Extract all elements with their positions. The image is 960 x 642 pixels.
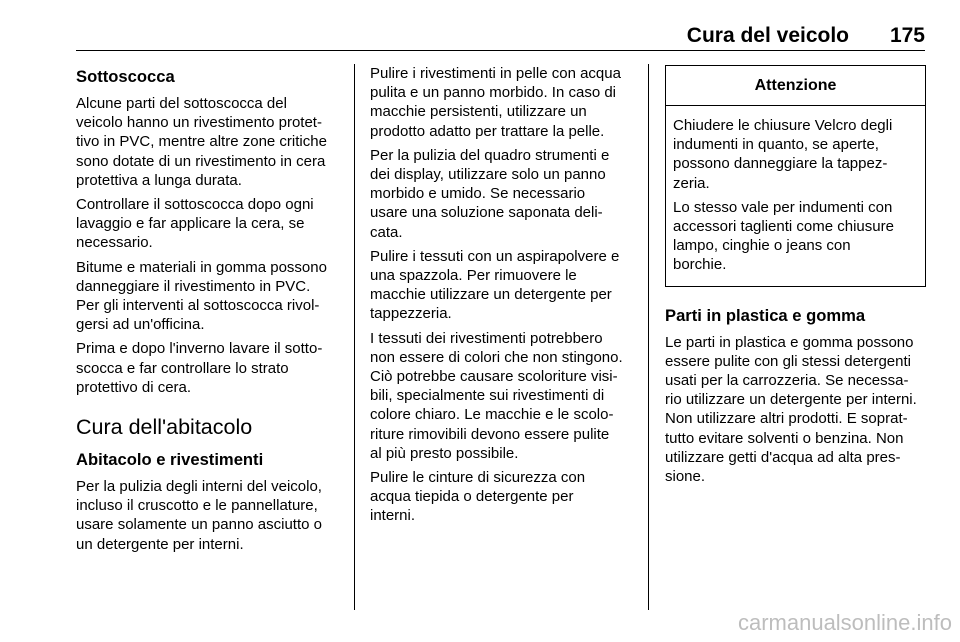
paragraph (665, 333, 927, 487)
paragraph (370, 64, 632, 141)
text-line: lavaggio e far applicare la cera, se (76, 215, 305, 233)
text-line: Lo stesso vale per indumenti con (673, 198, 893, 216)
text-line: usare una soluzione saponata deli- (370, 204, 603, 222)
chapter-title: Cura del veicolo (686, 24, 849, 47)
text-line: Per gli interventi al sottoscocca rivol- (76, 297, 320, 315)
watermark: carmanualsonline.info (737, 610, 952, 635)
warning-box (665, 65, 926, 287)
column-1 (76, 64, 338, 559)
text-line: indumenti in quanto, se aperte, (673, 136, 879, 154)
text-line: pulita e un panno morbido. In caso di (370, 84, 616, 102)
text-line: Pulire i rivestimenti in pelle con acqua (370, 65, 621, 82)
text-line: danneggiare il rivestimento in PVC. (76, 277, 311, 295)
text-line: usati per la carrozzeria. Se necessa- (665, 372, 909, 390)
text-line: colore chiaro. Le macchie e le scolo- (370, 406, 614, 424)
paragraph (370, 247, 632, 324)
text-line: sione. (665, 468, 706, 486)
text-line: tivo in PVC, mentre altre zone critiche (76, 133, 327, 151)
text-line: rio utilizzare un detergente per interni. (665, 391, 917, 409)
text-line: sono dotate di un rivestimento in cera (76, 152, 326, 170)
text-line: zeria. (673, 174, 710, 192)
warning-title: Attenzione (666, 66, 925, 106)
paragraph (673, 198, 918, 275)
text-line: acqua tiepida o detergente per (370, 488, 574, 506)
text-line: tutto evitare solventi o benzina. Non (665, 429, 904, 447)
text-line: riture rimovibili devono essere pulite (370, 425, 610, 443)
text-line: Controllare il sottoscocca dopo ogni (76, 196, 314, 214)
text-line: protettiva a lunga durata. (76, 171, 242, 189)
warning-body (666, 106, 925, 286)
text-line: lampo, cinghie o jeans con (673, 237, 851, 255)
paragraph (76, 94, 338, 190)
paragraph (370, 468, 632, 526)
paragraph (76, 339, 338, 397)
text-line: borchie. (673, 256, 727, 274)
text-line: necessario. (76, 234, 153, 252)
text-line: Bitume e materiali in gomma possono (76, 258, 327, 276)
column-divider-1 (354, 64, 355, 610)
text-line: cata. (370, 223, 403, 241)
column-divider-2 (648, 64, 649, 610)
column-2 (370, 64, 632, 531)
column-3 (665, 64, 927, 491)
text-line: Pulire le cinture di sicurezza con (370, 469, 586, 487)
text-line: morbido e umido. Se necessario (370, 185, 586, 203)
text-line: usare solamente un panno asciutto o (76, 516, 322, 534)
text-line: prodotto adatto per trattare la pelle. (370, 122, 605, 140)
text-line: Chiudere le chiusure Velcro degli (673, 117, 893, 134)
text-line: al più presto possibile. (370, 444, 519, 462)
paragraph (370, 146, 632, 242)
paragraph (76, 477, 338, 554)
text-line: scocca e far controllare lo strato (76, 359, 289, 377)
text-line: Non utilizzare altri prodotti. E soprat- (665, 410, 908, 428)
text-line: essere pulite con gli stessi detergenti (665, 352, 911, 370)
text-line: protettivo di cera. (76, 378, 192, 396)
text-line: Per la pulizia del quadro strumenti e (370, 146, 610, 164)
paragraph (673, 116, 918, 193)
text-line: incluso il cruscotto e le pannellature, (76, 497, 318, 515)
text-line: veicolo hanno un rivestimento protet- (76, 114, 322, 132)
text-line: Alcune parti del sottoscocca del (76, 95, 287, 112)
text-line: Prima e dopo l'inverno lavare il sotto- (76, 340, 323, 358)
header-rule (76, 50, 925, 51)
text-line: macchie utilizzare un detergente per (370, 286, 612, 304)
paragraph (76, 195, 338, 253)
heading-abitacolo-rivestimenti: Abitacolo e rivestimenti (76, 450, 264, 470)
heading-plastica-gomma: Parti in plastica e gomma (665, 305, 866, 325)
text-line: tappezzeria. (370, 305, 452, 323)
page-number: 175 (889, 24, 925, 47)
text-line: Le parti in plastica e gomma possono (665, 333, 914, 351)
text-line: dei display, utilizzare solo un panno (370, 166, 606, 184)
heading-sottoscocca: Sottoscocca (76, 67, 175, 86)
text-line: interni. (370, 507, 416, 525)
text-line: gersi ad un'officina. (76, 316, 205, 334)
page-header (76, 22, 925, 54)
text-line: Per la pulizia degli interni del veicolo, (76, 478, 322, 496)
text-line: una spazzola. Per rimuovere le (370, 267, 577, 285)
paragraph (370, 329, 632, 463)
text-line: non essere di colori che non stingono. (370, 348, 623, 366)
heading-cura-abitacolo: Cura dell'abitacolo (76, 415, 253, 440)
text-line: accessori taglienti come chiusure (673, 218, 894, 236)
text-line: possono danneggiare la tappez- (673, 155, 888, 173)
text-line: Pulire i tessuti con un aspirapolvere e (370, 247, 620, 265)
text-line: Ciò potrebbe causare scoloriture visi- (370, 368, 618, 386)
text-line: I tessuti dei rivestimenti potrebbero (370, 329, 603, 347)
text-line: un detergente per interni. (76, 535, 244, 553)
text-line: utilizzare getti d'acqua ad alta pres- (665, 448, 901, 466)
text-line: bili, specialmente sui rivestimenti di (370, 387, 605, 405)
paragraph (76, 258, 338, 335)
text-line: macchie persistenti, utilizzare un (370, 103, 587, 121)
